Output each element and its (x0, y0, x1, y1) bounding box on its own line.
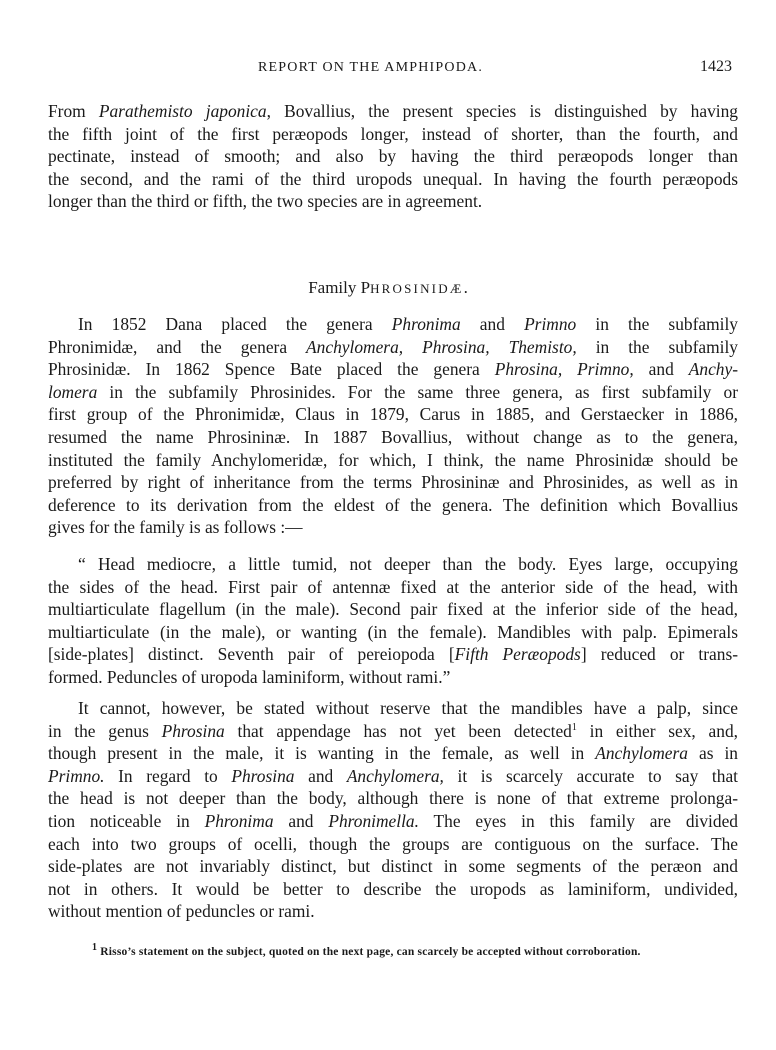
text-line (48, 145, 738, 168)
text-line (48, 471, 738, 494)
text-run: in the subfamily (576, 336, 739, 357)
text-run: it is scarcely accurate to say that (443, 765, 738, 786)
text-run: side-plates are not invariably distinct, but distinct in some segments of the peræon and (48, 856, 738, 877)
text-line (48, 100, 738, 123)
text-line (48, 576, 738, 599)
text-run: Phronimella. (328, 810, 419, 831)
text-run: Anchy- (688, 359, 738, 380)
text-run: Phrosinidæ. In 1862 Spence Bate placed the genera (48, 359, 495, 380)
page-header (0, 58, 776, 82)
text-line (48, 855, 738, 878)
text-run: Anchylomera, Phrosina, Themisto, (306, 336, 577, 357)
text-run: that appendage has not yet been detected (224, 720, 572, 741)
text-run: and (273, 810, 329, 831)
text-line (48, 336, 738, 359)
text-run: Phrosina, Primno, (494, 359, 634, 380)
text-run: and (294, 765, 347, 786)
text-run: Phrosina (161, 720, 225, 741)
heading-prefix: Family (308, 278, 361, 297)
paragraph-definition-quote (48, 553, 738, 689)
paragraph-history (48, 313, 738, 539)
text-line (48, 643, 738, 666)
heading-family-name: HROSINIDÆ (370, 281, 464, 296)
paragraph-critique (48, 697, 738, 923)
heading-suffix: . (463, 278, 468, 297)
text-run: as in (687, 743, 738, 764)
text-run: deference to its derivation from the eldest of the genera. The definition which Bovallius (48, 494, 738, 515)
text-line (48, 697, 738, 720)
text-line (48, 426, 738, 449)
text-run: Anchylomera (595, 743, 688, 764)
text-run: not in others. It would be better to describe the uropods as laminiform, undivided, (48, 878, 738, 899)
text-run: each into two groups of ocelli, though the groups are contiguous on the surface. The (48, 833, 738, 854)
text-line (48, 666, 738, 689)
paragraph-comparison (48, 100, 738, 213)
text-line (48, 833, 738, 856)
text-run: Fifth Peræopods (454, 644, 581, 665)
text-run: in the subfamily Phrosinides. For the same three genera, as first subfamily or (97, 381, 738, 402)
text-run: “ Head mediocre, a little tumid, not deeper than the body. Eyes large, occupying (78, 554, 738, 574)
text-run: and (460, 314, 525, 334)
text-run: in the subfamily (576, 314, 738, 334)
text-line (48, 494, 738, 517)
text-run: It cannot, however, be stated without reserve that the mandibles have a palp, since (78, 698, 738, 718)
text-run: instituted the family Anchylomeridæ, for which, I think, the name Phrosinidæ should be (48, 449, 738, 470)
text-run: Phronima (391, 314, 461, 334)
text-line (48, 598, 738, 621)
text-run: first group of the Phronimidæ, Claus in 1879, Carus in 1885, and Gerstaecker in 1886, (48, 404, 738, 425)
text-line (48, 720, 738, 743)
text-line (48, 381, 738, 404)
text-run: The eyes in this family are divided (418, 810, 738, 831)
text-run: resumed the name Phrosininæ. In 1887 Bovallius, without change as to the genera, (48, 426, 738, 447)
text-line (48, 449, 738, 472)
text-run: in the genus (48, 720, 162, 741)
text-line (48, 516, 738, 539)
text-run: From (48, 101, 99, 121)
text-run: longer than the third or fifth, the two species are in agreement. (48, 191, 483, 212)
text-run: the sides of the head. First pair of antennæ fixed at the anterior side of the head, with (48, 576, 738, 597)
text-line (48, 168, 738, 191)
text-run: Phronimidæ, and the genera (48, 336, 307, 357)
text-run: Parathemisto japonica (98, 101, 267, 121)
text-run: lomera (48, 381, 98, 402)
running-title: REPORT ON THE AMPHIPODA. (258, 60, 484, 75)
text-line (48, 553, 738, 576)
text-run: without mention of peduncles or rami. (48, 901, 315, 922)
text-run: multiarticulate flagellum (in the male). Second pair fixed at the inferior side of the head, (48, 599, 738, 620)
text-line (48, 621, 738, 644)
text-run: though present in the male, it is wanting in the female, as well in (48, 743, 596, 764)
text-run: 1 (571, 721, 577, 733)
text-run: formed. Peduncles of uropoda laminiform, without rami.” (48, 666, 451, 687)
text-line (48, 190, 738, 213)
section-heading (0, 278, 776, 298)
heading-initial: P (360, 278, 371, 297)
text-run: Phrosina (231, 765, 295, 786)
text-line (48, 123, 738, 146)
text-line (48, 403, 738, 426)
text-line (48, 358, 738, 381)
text-run: pectinate, instead of smooth; and also by having the third peræopods longer than (48, 146, 738, 167)
text-line (48, 742, 738, 765)
text-run: and (633, 359, 689, 380)
text-run: In 1852 Dana placed the genera (78, 314, 392, 334)
text-line (48, 900, 738, 923)
text-run: the fifth joint of the first peræopods longer, instead of shorter, than the fourth, and (48, 123, 738, 144)
footnote-text: Risso’s statement on the subject, quoted on the next page, can scarcely be accepted without corroboration. (100, 946, 641, 958)
text-line (48, 810, 738, 833)
text-run: , Bovallius, the present species is distinguished by having (266, 101, 738, 121)
text-run: Phronima (204, 810, 274, 831)
text-run: tion noticeable in (48, 810, 205, 831)
page-number: 1423 (700, 58, 732, 75)
text-run: Anchylomera, (346, 765, 444, 786)
text-run: the second, and the rami of the third uropods unequal. In having the fourth peræopods (48, 168, 738, 189)
text-run: In regard to (104, 765, 232, 786)
text-run: multiarticulate (in the male), or wanting (in the female). Mandibles with palp. Epimerals (48, 621, 738, 642)
footnote-marker: 1 (92, 942, 98, 954)
text-run: in either sex, and, (576, 720, 738, 741)
text-line (48, 765, 738, 788)
text-line (48, 787, 738, 810)
footnote (92, 942, 641, 958)
text-run: Primno (524, 314, 577, 334)
text-run: preferred by right of inheritance from the terms Phrosininæ and Phrosinides, as well as in (48, 472, 738, 493)
text-line (48, 313, 738, 336)
text-line (48, 878, 738, 901)
text-run: the head is not deeper than the body, although there is none of that extreme prolonga- (48, 788, 738, 809)
text-run: [side-plates] distinct. Seventh pair of pereiopoda [ (48, 644, 455, 665)
text-run: ] reduced or trans- (580, 644, 739, 665)
text-run: gives for the family is as follows :— (48, 517, 303, 538)
text-run: Primno. (48, 765, 105, 786)
